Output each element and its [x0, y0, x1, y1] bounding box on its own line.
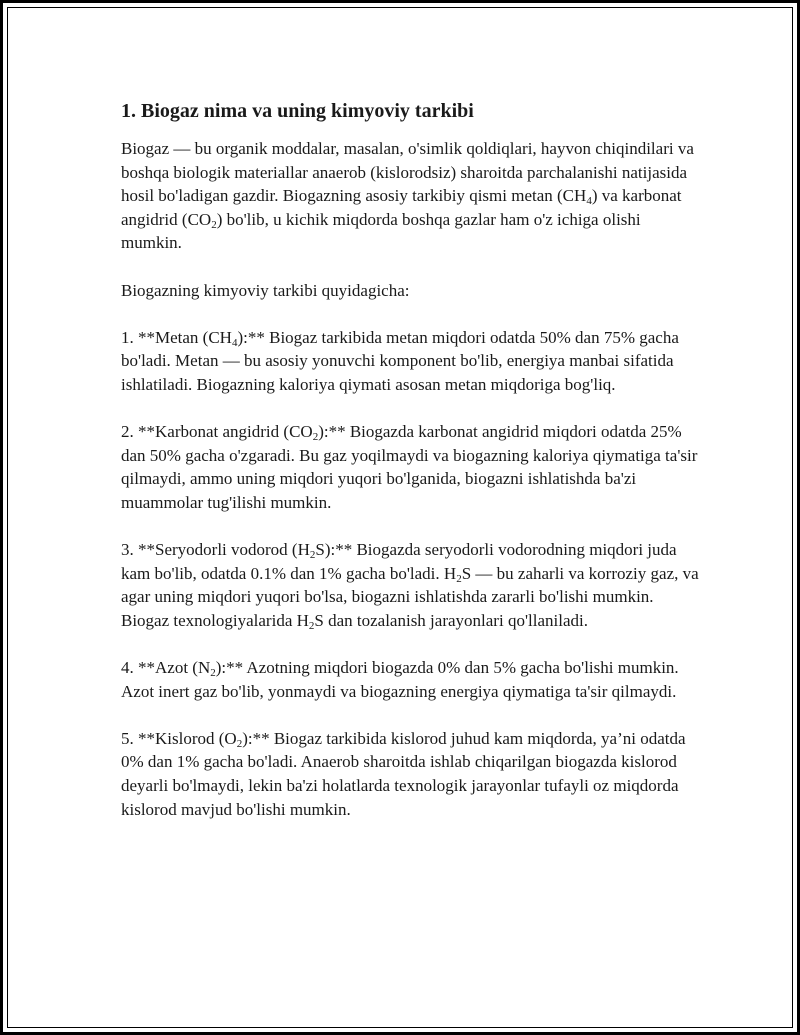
item-kislorod: 5. **Kislorod $(O_2):**$ Biogaz tarkibida kislorod juhud kam miqdorda, ya’ni odatda 0% dan 1% gacha bo'ladi. Anaerob sharoitda ishlab chiqarilgan biogazda kislorod deyarli bo'lmaydi, lekin ba'zi holatlarda texnologik jarayonlar tufayli oz miqdorda kislorod mavjud bo'lishi mumkin. [121, 728, 686, 819]
item-metan: 1. **Metan $(CH_4):**$ Biogaz tarkibida metan miqdori odatda 50% dan 75% gacha bo'ladi. Metan — bu asosiy yonuvchi komponent bo'lib, energiya manbai sifatida ishlatiladi. Biogazning kaloriya qiymati asosan metan miqdoriga bog'liq. [121, 327, 679, 394]
section-heading: 1. Biogaz nima va uning kimyoviy tarkibi [121, 100, 474, 122]
item-seryodorli-vodorod: 3. **Seryodorli vodorod $(H_2S):**$ Biogazda seryodorli vodorodning miqdori juda kam bo'lib, odatda 0.1% dan 1% gacha bo'ladi. $H_2S$ — bu zaharli va korroziy gaz, va agar uning miqdori yuqori bo'lsa, biogazni ishlatishda zararli bo'lishi mumkin. Biogaz texnologiyalarida $H_2S$ dan tozalanish jarayonlari qo'llaniladi. [121, 540, 699, 632]
intro-paragraph: Biogaz — bu organik moddalar, masalan, o'simlik qoldiqlari, hayvon chiqindilari va boshqa biologik materiallar anaerob (kislorodsiz) sharoitda parchalanishi natijasida hosil bo'ladigan gazdir. Biogazning asosiy tarkibiy qismi metan $(CH_4)$ va karbonat angidrid $(CO_2)$ bo'lib, u kichik miqdorda boshqa gazlar ham o'z ichiga olishi mumkin. [121, 139, 694, 253]
item-azot: 4. **Azot $(N_2):**$ Azotning miqdori biogazda 0% dan 5% gacha bo'lishi mumkin. Azot inert gaz bo'lib, yonmaydi va biogazning energiya qiymatiga ta'sir qilmaydi. [121, 658, 679, 701]
composition-intro: Biogazning kimyoviy tarkibi quyidagicha: [121, 280, 410, 300]
item-karbonat-angidrid: 2. **Karbonat angidrid $(CO_2):**$ Biogazda karbonat angidrid miqdori odatda 25% dan 50% gacha o'zgaradi. Bu gaz yoqilmaydi va biogazning kaloriya qiymatiga ta'sir qilmaydi, ammo uning miqdori yuqori bo'lganida, biogazni ishlatishda ba'zi muammolar tug'ilishi mumkin. [121, 422, 698, 512]
document-content [121, 99, 701, 845]
